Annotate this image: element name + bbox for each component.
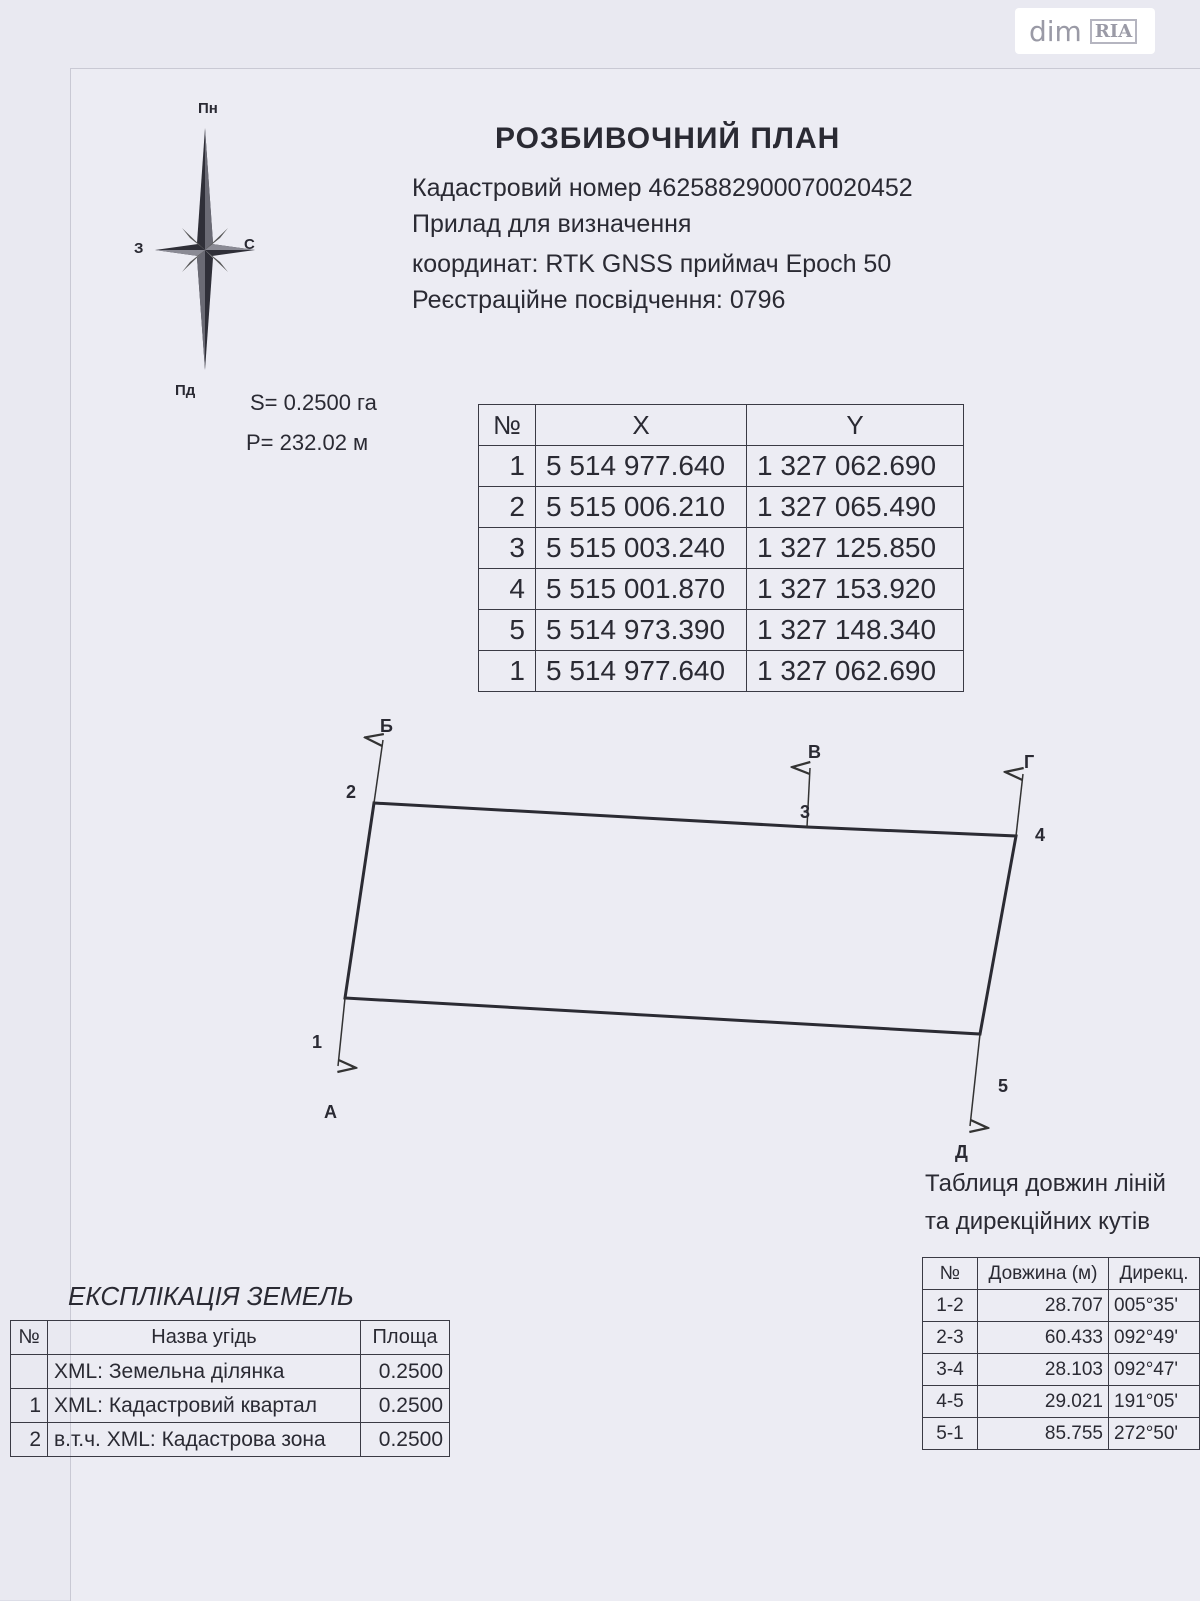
cell-number: 2 xyxy=(479,487,536,528)
cell-y: 1 327 153.920 xyxy=(747,569,964,610)
cell-x: 5 515 006.210 xyxy=(536,487,747,528)
cell-direction: 191°05' xyxy=(1109,1386,1200,1418)
cell-number: 3 xyxy=(479,528,536,569)
table-row xyxy=(923,1290,1200,1322)
table-header-row xyxy=(923,1258,1200,1290)
lines-table-title-1: Таблиця довжин ліній xyxy=(925,1170,1166,1197)
table-row xyxy=(11,1355,450,1389)
table-header-row xyxy=(11,1321,450,1355)
cell-segment: 2-3 xyxy=(923,1322,978,1354)
cadastral-number: Кадастровий номер 4625882900070020452 xyxy=(412,174,913,202)
watermark-ria: RIA xyxy=(1090,19,1137,44)
area-value: S= 0.2500 га xyxy=(250,390,377,415)
table-row xyxy=(479,487,964,528)
col-header-y: Y xyxy=(747,405,964,446)
direction-arrow-a xyxy=(338,998,345,1066)
device-line-2: координат: RTK GNSS приймач Epoch 50 xyxy=(412,250,892,278)
explication-title: ЕКСПЛІКАЦІЯ ЗЕМЕЛЬ xyxy=(68,1281,354,1311)
watermark-logo xyxy=(1015,8,1155,54)
compass-east-label: С xyxy=(244,236,255,253)
cell-x: 5 514 977.640 xyxy=(536,446,747,487)
explication-table xyxy=(10,1320,450,1457)
table-row xyxy=(479,651,964,692)
point-label-4: 4 xyxy=(1035,825,1046,845)
table-row xyxy=(923,1322,1200,1354)
cell-direction: 092°47' xyxy=(1109,1354,1200,1386)
cell-y: 1 327 065.490 xyxy=(747,487,964,528)
cell-area: 0.2500 xyxy=(361,1423,450,1457)
direction-label-a: А xyxy=(324,1102,337,1122)
perimeter-value: P= 232.02 м xyxy=(246,430,369,455)
cell-segment: 3-4 xyxy=(923,1354,978,1386)
table-row xyxy=(11,1423,450,1457)
cell-length: 29.021 xyxy=(978,1386,1109,1418)
cell-x: 5 514 973.390 xyxy=(536,610,747,651)
direction-label-g: Г xyxy=(1024,752,1035,772)
table-row xyxy=(479,610,964,651)
cell-x: 5 515 003.240 xyxy=(536,528,747,569)
parcel-plan-drawing xyxy=(300,700,1060,1160)
cell-segment: 1-2 xyxy=(923,1290,978,1322)
table-row xyxy=(923,1418,1200,1450)
point-label-2: 2 xyxy=(346,782,357,802)
watermark-dim: dim xyxy=(1029,14,1082,48)
cell-y: 1 327 062.690 xyxy=(747,651,964,692)
cell-name: XML: Кадастровий квартал xyxy=(48,1389,361,1423)
document-title: РОЗБИВОЧНИЙ ПЛАН xyxy=(495,122,841,155)
cell-length: 85.755 xyxy=(978,1418,1109,1450)
cell-number: 4 xyxy=(479,569,536,610)
col-header-area: Площа xyxy=(361,1321,450,1355)
cell-number: 5 xyxy=(479,610,536,651)
table-row xyxy=(923,1354,1200,1386)
compass-south-label: Пд xyxy=(175,382,196,399)
col-header-number: № xyxy=(479,405,536,446)
col-header-number: № xyxy=(11,1321,48,1355)
cell-name: в.т.ч. XML: Кадастрова зона xyxy=(48,1423,361,1457)
direction-arrow-b xyxy=(374,740,383,803)
coordinates-table xyxy=(478,404,964,692)
cell-length: 60.433 xyxy=(978,1322,1109,1354)
cell-x: 5 514 977.640 xyxy=(536,651,747,692)
cell-number: 1 xyxy=(11,1389,48,1423)
cell-y: 1 327 062.690 xyxy=(747,446,964,487)
direction-arrow-d xyxy=(970,1034,980,1126)
table-row xyxy=(923,1386,1200,1418)
direction-label-v: В xyxy=(808,742,821,762)
col-header-number: № xyxy=(923,1258,978,1290)
cell-area: 0.2500 xyxy=(361,1389,450,1423)
cell-y: 1 327 148.340 xyxy=(747,610,964,651)
cell-direction: 092°49' xyxy=(1109,1322,1200,1354)
cell-number xyxy=(11,1355,48,1389)
table-row xyxy=(479,446,964,487)
col-header-name: Назва угідь xyxy=(48,1321,361,1355)
cell-direction: 005°35' xyxy=(1109,1290,1200,1322)
cell-x: 5 515 001.870 xyxy=(536,569,747,610)
cell-segment: 4-5 xyxy=(923,1386,978,1418)
cell-direction: 272°50' xyxy=(1109,1418,1200,1450)
table-row xyxy=(11,1389,450,1423)
cell-number: 1 xyxy=(479,651,536,692)
compass-west-label: З xyxy=(134,240,144,257)
direction-label-d: Д xyxy=(955,1142,968,1162)
lines-table-title-2: та дирекційних кутів xyxy=(925,1208,1150,1235)
point-label-5: 5 xyxy=(998,1076,1009,1096)
table-row xyxy=(479,528,964,569)
col-header-direction: Дирекц. xyxy=(1109,1258,1200,1290)
direction-label-b: Б xyxy=(380,716,393,736)
cell-name: XML: Земельна ділянка xyxy=(48,1355,361,1389)
table-header-row xyxy=(479,405,964,446)
cell-number: 2 xyxy=(11,1423,48,1457)
cell-length: 28.103 xyxy=(978,1354,1109,1386)
cell-length: 28.707 xyxy=(978,1290,1109,1322)
col-header-length: Довжина (м) xyxy=(978,1258,1109,1290)
compass-north-label: Пн xyxy=(198,100,218,117)
registration-line: Реєстраційне посвідчення: 0796 xyxy=(412,286,786,314)
cell-y: 1 327 125.850 xyxy=(747,528,964,569)
cell-number: 1 xyxy=(479,446,536,487)
parcel-outline xyxy=(345,803,1016,1034)
cell-area: 0.2500 xyxy=(361,1355,450,1389)
table-row xyxy=(479,569,964,610)
direction-arrow-g xyxy=(1016,774,1023,836)
col-header-x: X xyxy=(536,405,747,446)
lines-table xyxy=(922,1257,1200,1450)
point-label-3: 3 xyxy=(800,802,811,822)
cell-segment: 5-1 xyxy=(923,1418,978,1450)
device-line-1: Прилад для визначення xyxy=(412,210,692,238)
point-label-1: 1 xyxy=(312,1032,323,1052)
